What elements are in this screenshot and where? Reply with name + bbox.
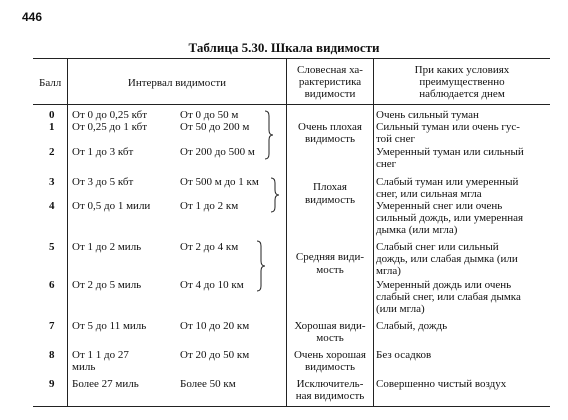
metric-interval: От 500 м до 1 км bbox=[180, 176, 259, 188]
ball-value: 2 bbox=[49, 146, 55, 158]
table-header-rule bbox=[33, 104, 550, 105]
conditions-line: Слабый, дождь bbox=[376, 320, 448, 332]
verbal-characteristic: мость bbox=[316, 264, 344, 276]
header-interval: Интервал видимости bbox=[127, 77, 227, 89]
header-conditions-line: При каких условиях bbox=[414, 64, 510, 76]
column-divider bbox=[373, 58, 374, 406]
group-brace-icon bbox=[264, 110, 274, 160]
verbal-characteristic: Очень хорошая bbox=[293, 349, 366, 361]
nautical-interval: От 2 до 5 миль bbox=[72, 279, 142, 291]
ball-value: 4 bbox=[49, 200, 55, 212]
metric-interval: От 1 до 2 км bbox=[180, 200, 239, 212]
conditions-line: снег bbox=[376, 158, 397, 170]
page-number: 446 bbox=[22, 10, 43, 24]
metric-interval: От 50 до 200 м bbox=[180, 121, 250, 133]
metric-interval: От 4 до 10 км bbox=[180, 279, 244, 291]
conditions-line: Слабый снег или сильный bbox=[376, 241, 499, 253]
nautical-interval: От 0 до 0,25 кбт bbox=[72, 109, 148, 121]
header-verbal-line: видимости bbox=[304, 88, 356, 100]
group-brace-icon bbox=[256, 240, 266, 292]
conditions-line: Умеренный туман или сильный bbox=[376, 146, 524, 158]
conditions-line: Умеренный снег или очень bbox=[376, 200, 503, 212]
ball-value: 1 bbox=[49, 121, 55, 133]
conditions-line: Сильный туман или очень гус- bbox=[376, 121, 520, 133]
table-title: Таблица 5.30. Шкала видимости bbox=[188, 40, 380, 55]
table-bottom-rule bbox=[33, 406, 550, 407]
verbal-characteristic: видимость bbox=[304, 133, 355, 145]
table-top-rule bbox=[33, 58, 550, 59]
conditions-line: слабый снег, или слабая дымка bbox=[376, 291, 521, 303]
header-conditions-line: преимущественно bbox=[419, 76, 505, 88]
header-ball: Балл bbox=[39, 77, 62, 89]
ball-value: 8 bbox=[49, 349, 55, 361]
column-divider bbox=[67, 58, 68, 406]
conditions-line: Умеренный дождь или очень bbox=[376, 279, 512, 291]
nautical-interval: От 1 до 3 кбт bbox=[72, 146, 134, 158]
conditions-line: той снег bbox=[376, 133, 415, 145]
conditions-line: Без осадков bbox=[376, 349, 432, 361]
ball-value: 3 bbox=[49, 176, 55, 188]
conditions-line: (или мгла) bbox=[376, 303, 425, 315]
verbal-characteristic: Средняя види- bbox=[295, 251, 365, 263]
nautical-interval: От 3 до 5 кбт bbox=[72, 176, 134, 188]
ball-value: 0 bbox=[49, 109, 55, 121]
conditions-line: снег, или сильная мгла bbox=[376, 188, 482, 200]
header-verbal-line: рактеристика bbox=[298, 76, 362, 88]
metric-interval: От 20 до 50 км bbox=[180, 349, 250, 361]
nautical-interval: От 1 1 до 27 bbox=[72, 349, 129, 361]
verbal-characteristic: мость bbox=[316, 332, 344, 344]
verbal-characteristic: видимость bbox=[304, 194, 355, 206]
verbal-characteristic: Плохая bbox=[313, 181, 347, 193]
header-conditions-line: наблюдается днем bbox=[419, 88, 505, 100]
ball-value: 5 bbox=[49, 241, 55, 253]
group-brace-icon bbox=[270, 177, 280, 213]
nautical-interval: Более 27 миль bbox=[72, 378, 139, 390]
conditions-line: дымка (или мгла) bbox=[376, 224, 458, 236]
metric-interval: От 0 до 50 м bbox=[180, 109, 239, 121]
verbal-characteristic: Исключитель- bbox=[296, 378, 364, 390]
header-verbal-line: Словесная ха- bbox=[297, 64, 363, 76]
verbal-characteristic: видимость bbox=[304, 361, 355, 373]
conditions-line: дождь, или слабая дымка (или bbox=[376, 253, 518, 265]
metric-interval: Более 50 км bbox=[180, 378, 236, 390]
ball-value: 9 bbox=[49, 378, 55, 390]
conditions-line: Слабый туман или умеренный bbox=[376, 176, 519, 188]
metric-interval: От 200 до 500 м bbox=[180, 146, 255, 158]
nautical-interval: От 0,5 до 1 мили bbox=[72, 200, 151, 212]
nautical-interval: От 1 до 2 миль bbox=[72, 241, 142, 253]
ball-value: 6 bbox=[49, 279, 55, 291]
verbal-characteristic: Очень плохая bbox=[298, 121, 362, 133]
ball-value: 7 bbox=[49, 320, 55, 332]
verbal-characteristic: Хорошая види- bbox=[294, 320, 366, 332]
conditions-line: Совершенно чистый воздух bbox=[376, 378, 507, 390]
verbal-characteristic: ная видимость bbox=[295, 390, 365, 402]
metric-interval: От 2 до 4 км bbox=[180, 241, 239, 253]
nautical-interval: От 5 до 11 миль bbox=[72, 320, 147, 332]
conditions-line: сильный дождь, или умеренная bbox=[376, 212, 524, 224]
metric-interval: От 10 до 20 км bbox=[180, 320, 250, 332]
nautical-interval: От 0,25 до 1 кбт bbox=[72, 121, 148, 133]
conditions-line: Очень сильный туман bbox=[376, 109, 479, 121]
conditions-line: мгла) bbox=[376, 265, 401, 277]
nautical-interval: миль bbox=[72, 361, 96, 373]
